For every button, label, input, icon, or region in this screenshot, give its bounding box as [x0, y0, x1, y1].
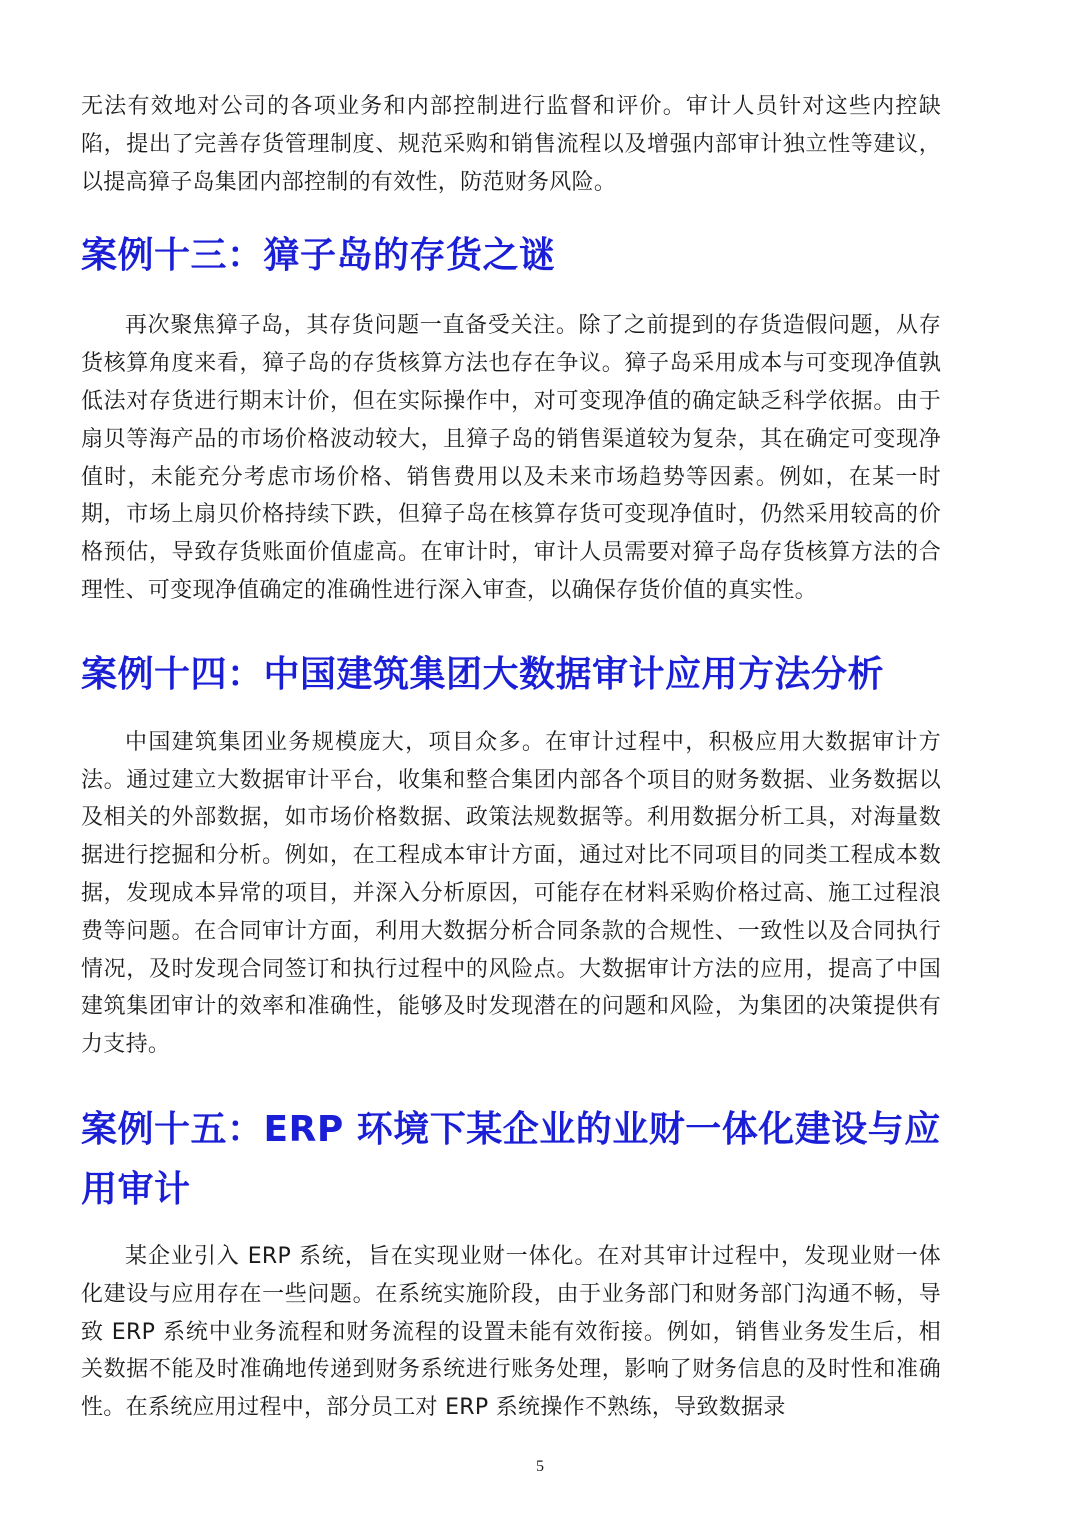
page-number: 5	[536, 1458, 544, 1475]
section-title-case-14: 案例十四：中国建筑集团大数据审计应用方法分析	[81, 653, 885, 695]
section-paragraph-case-13: 再次聚焦獐子岛，其存货问题一直备受关注。除了之前提到的存货造假问题，从存货核算角度来看，獐子岛的存货核算方法也存在争议。獐子岛采用成本与可变现净值孰低法对存货进行期末计价，但在实际操作中，对可变现净值的确定缺乏科学依据。由于扇贝等海产品的市场价格波动较大，且獐子岛的销售渠道较为复杂，其在确定可变现净值时，未能充分考虑市场价格、销售费用以及未来市场趋势等因素。例如，在某一时期，市场上扇贝价格持续下跌，但獐子岛在核算存货可变现净值时，仍然采用较高的价格预估，导致存货账面价值虚高。在审计时，审计人员需要对獐子岛存货核算方法的合理性、可变现净值确定的准确性进行深入审查，以确保存货价值的真实性。	[81, 313, 941, 603]
section-paragraph-case-14: 中国建筑集团业务规模庞大，项目众多。在审计过程中，积极应用大数据审计方法。通过建立大数据审计平台，收集和整合集团内部各个项目的财务数据、业务数据以及相关的外部数据，如市场价格数据、政策法规数据等。利用数据分析工具，对海量数据进行挖掘和分析。例如，在工程成本审计方面，通过对比不同项目的同类工程成本数据，发现成本异常的项目，并深入分析原因，可能存在材料采购价格过高、施工过程浪费等问题。在合同审计方面，利用大数据分析合同条款的合规性、一致性以及合同执行情况，及时发现合同签订和执行过程中的风险点。大数据审计方法的应用，提高了中国建筑集团审计的效率和准确性，能够及时发现潜在的问题和风险，为集团的决策提供有力支持。	[81, 729, 941, 1058]
section-title-case-13: 案例十三：獐子岛的存货之谜	[81, 235, 556, 277]
intro-paragraph: 无法有效地对公司的各项业务和内部控制进行监督和评价。审计人员针对这些内控缺陷，提出了完善存货管理制度、规范采购和销售流程以及增强内部审计独立性等建议，以提高獐子岛集团内部控制的有效性，防范财务风险。	[81, 94, 941, 195]
section-paragraph-case-15: 某企业引入 ERP 系统，旨在实现业财一体化。在对其审计过程中，发现业财一体化建设与应用存在一些问题。在系统实施阶段，由于业务部门和财务部门沟通不畅，导致 ERP 系统中业务流程和财务流程的设置未能有效衔接。例如，销售业务发生后，相关数据不能及时准确地传递到财务系统进行账务处理，影响了财务信息的及时性和准确性。在系统应用过程中，部分员工对 ERP 系统操作不熟练，导致数据录	[81, 1243, 941, 1421]
document-page	[81, 88, 941, 1427]
section-title-case-15: 案例十五：ERP 环境下某企业的业财一体化建设与应用审计	[81, 1108, 941, 1210]
